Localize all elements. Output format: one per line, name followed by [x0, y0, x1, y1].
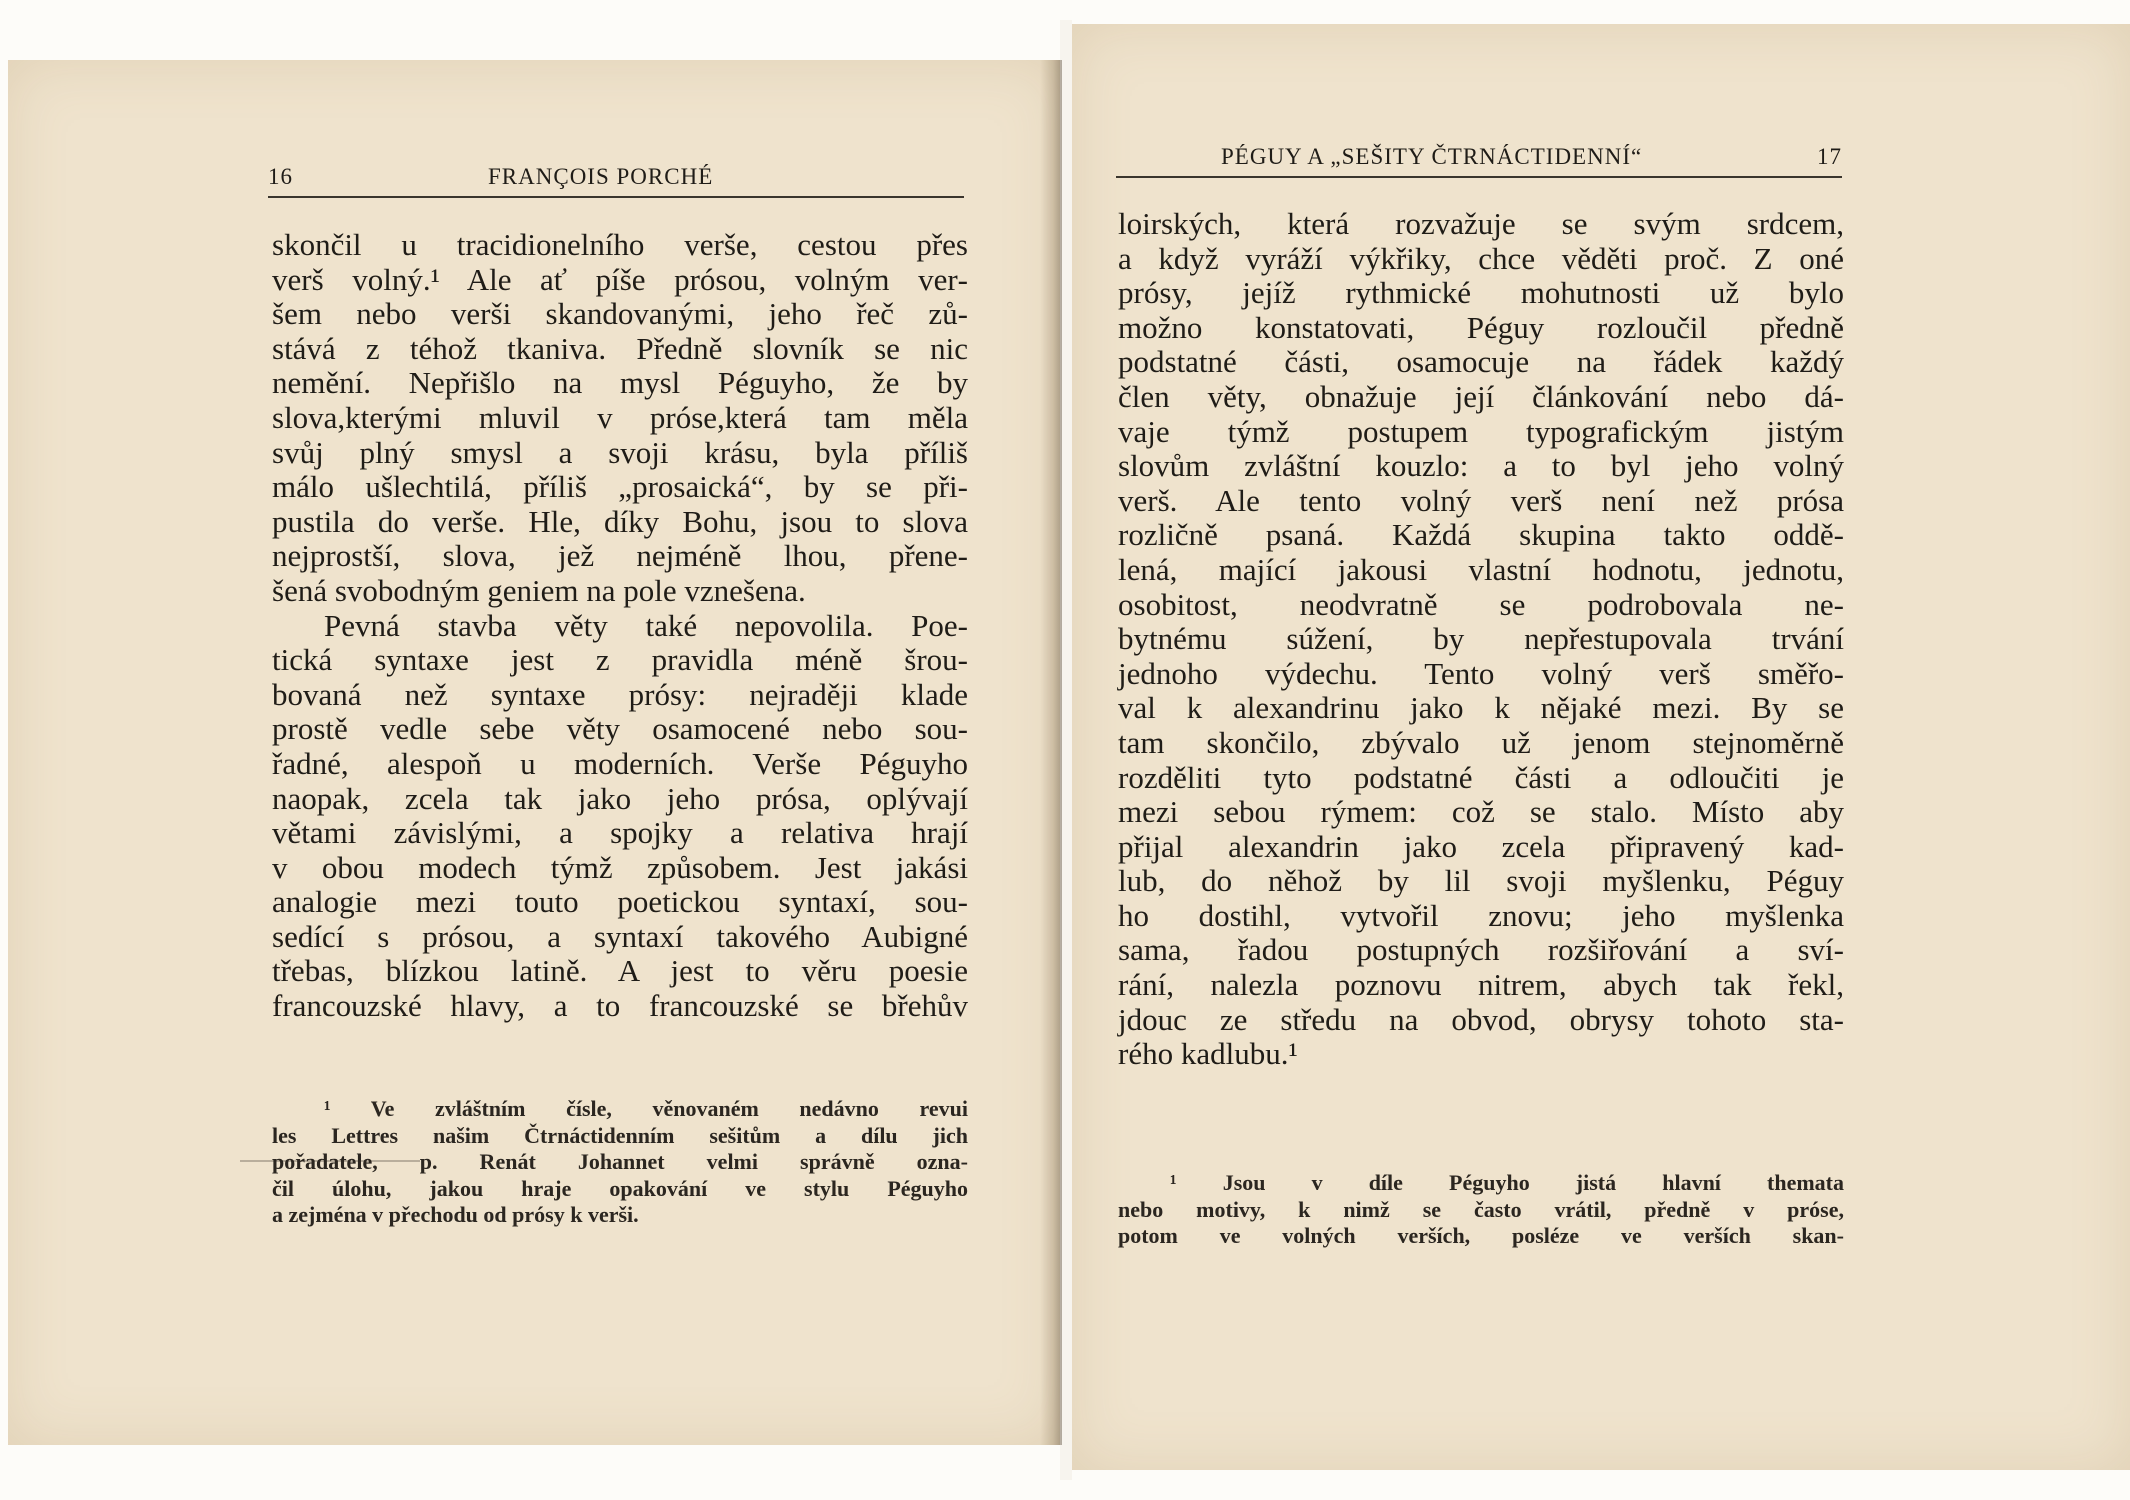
left-page-number: 16 — [268, 164, 293, 189]
text-line: tam skončilo, zbývalo už jenom stejnoměrně — [1118, 724, 1844, 760]
page-spine-shadow — [1040, 60, 1062, 1445]
text-line: větami závislými, a spojky a relativa hrají — [272, 815, 968, 851]
text-line: slova,kterými mluvil v próse,která tam měla — [272, 399, 968, 435]
text-line: slovům zvláštní kouzlo: a to byl jeho volný — [1118, 448, 1844, 484]
text-line: mezi sebou rýmem: což se stalo. Místo aby — [1118, 794, 1844, 830]
text-line: prostě vedle sebe věty osamocené nebo sou‐ — [272, 711, 968, 747]
text-line: stává z téhož tkaniva. Předně slovník se nic — [272, 330, 968, 366]
text-line: rozličně psaná. Každá skupina takto oddě‐ — [1118, 517, 1844, 553]
left-footnote — [272, 1096, 968, 1229]
text-line: bytnému súžení, by nepřestupovala trvání — [1118, 621, 1844, 657]
text-line: naopak, zcela tak jako jeho prósa, oplývají — [272, 780, 968, 816]
footnote-line: ¹ Ve zvláštním čísle, věnovaném nedávno revui — [324, 1096, 968, 1121]
text-line: v obou modech týmž způsobem. Jest jakási — [272, 849, 968, 885]
text-line: třebas, blízkou latině. A jest to věru poesie — [272, 953, 968, 989]
text-line: člen věty, obnažuje její článkování nebo dá‐ — [1118, 378, 1844, 414]
text-line: sedící s prósou, a syntaxí takového Aubigné — [272, 918, 968, 954]
text-line: možno konstatovati, Péguy rozloučil předně — [1118, 309, 1844, 345]
right-running-head — [1116, 140, 1842, 178]
text-line: ho dostihl, vytvořil znovu; jeho myšlenka — [1118, 897, 1844, 933]
text-line: verš. Ale tento volný verš není než prósa — [1118, 482, 1844, 518]
footnote-line: potom ve volných verších, posléze ve verších skan‐ — [1118, 1223, 1844, 1248]
text-line: osobitost, neodvratně se podrobovala ne‐ — [1118, 586, 1844, 622]
text-line: rozděliti tyto podstatné části a odloučiti je — [1118, 759, 1844, 795]
text-line: jdouc ze středu na obvod, obrysy tohoto sta‐ — [1118, 1001, 1844, 1037]
text-line: Pevná stavba věty také nepovolila. Poe‐ — [324, 607, 968, 643]
text-line: svůj plný smysl a svoji krásu, byla příliš — [272, 434, 968, 470]
text-line: rání, nalezla poznovu nitrem, abych tak řekl, — [1118, 967, 1844, 1003]
left-running-title: FRANÇOIS PORCHÉ — [488, 164, 714, 189]
right-body-text — [1118, 207, 1844, 1072]
text-line: přijal alexandrin jako zcela připravený kad‐ — [1118, 828, 1844, 864]
text-line: nemění. Nepřišlo na mysl Péguyho, že by — [272, 365, 968, 401]
left-body-text — [272, 228, 968, 1024]
text-line: šená svobodným geniem na pole vznešena. — [272, 572, 806, 608]
footnote-line: ¹ Jsou v díle Péguyho jistá hlavní themata — [1170, 1170, 1844, 1195]
text-line: skončil u tracidionelního verše, cestou přes — [272, 227, 968, 262]
text-line: francouzské hlavy, a to francouzské se břehův — [272, 988, 968, 1024]
footnote-line: les Lettres našim Čtrnáctidenním sešitům a dílu jich — [272, 1122, 968, 1148]
text-line: loirských, která rozvažuje se svým srdcem, — [1118, 206, 1844, 241]
text-line: vaje týmž postupem typografickým jistým — [1118, 413, 1844, 449]
text-line: verš volný.¹ Ale ať píše prósou, volným ver‐ — [272, 261, 968, 297]
text-line: řadné, alespoň u moderních. Verše Péguyho — [272, 745, 968, 781]
footnote-line: nebo motivy, k nimž se často vrátil, předně v próse, — [1118, 1196, 1844, 1222]
text-line: rého kadlubu.¹ — [1118, 1036, 1298, 1072]
text-line: nejprostší, slova, jež nejméně lhou, přene‐ — [272, 538, 968, 574]
text-line: analogie mezi touto poetickou syntaxí, sou‐ — [272, 884, 968, 920]
footnote-line: pořadatele, p. Renát Johannet velmi správně ozna‐ — [272, 1149, 968, 1174]
text-line: tická syntaxe jest z pravidla méně šrou‐ — [272, 642, 968, 678]
footnote-line: a zejména v přechodu od prósy k verši. — [272, 1202, 639, 1227]
text-line: lená, mající jakousi vlastní hodnotu, jednotu, — [1118, 551, 1844, 587]
text-line: bovaná než syntaxe prósy: nejraději klade — [272, 676, 968, 712]
text-line: podstatné části, osamocuje na řádek každý — [1118, 344, 1844, 380]
right-page-number: 17 — [1817, 144, 1842, 169]
text-line: pustila do verše. Hle, díky Bohu, jsou to slova — [272, 503, 968, 539]
text-line: jednoho výdechu. Tento volný verš směřo‐ — [1118, 655, 1844, 691]
right-running-title: PÉGUY A „SEŠITY ČTRNÁCTIDENNÍ“ — [1221, 144, 1643, 169]
left-running-head — [268, 160, 964, 198]
text-line: a když vyráží výkřiky, chce věděti proč. Z oné — [1118, 240, 1844, 276]
right-footnote — [1118, 1170, 1844, 1250]
footnote-line: čil úlohu, jakou hraje opakování ve stylu Péguyho — [272, 1175, 968, 1201]
text-line: val k alexandrinu jako k nějaké mezi. By se — [1118, 690, 1844, 726]
text-line: málo ušlechtilá, příliš „prosaická“, by se při‐ — [272, 469, 968, 505]
text-line: šem nebo verši skandovanými, jeho řeč zů‐ — [272, 296, 968, 332]
text-line: lub, do něhož by lil svoji myšlenku, Péguy — [1118, 863, 1844, 899]
text-line: sama, řadou postupných rozšiřování a sví‐ — [1118, 932, 1844, 968]
text-line: prósy, jejíž rythmické mohutnosti už bylo — [1118, 275, 1844, 311]
